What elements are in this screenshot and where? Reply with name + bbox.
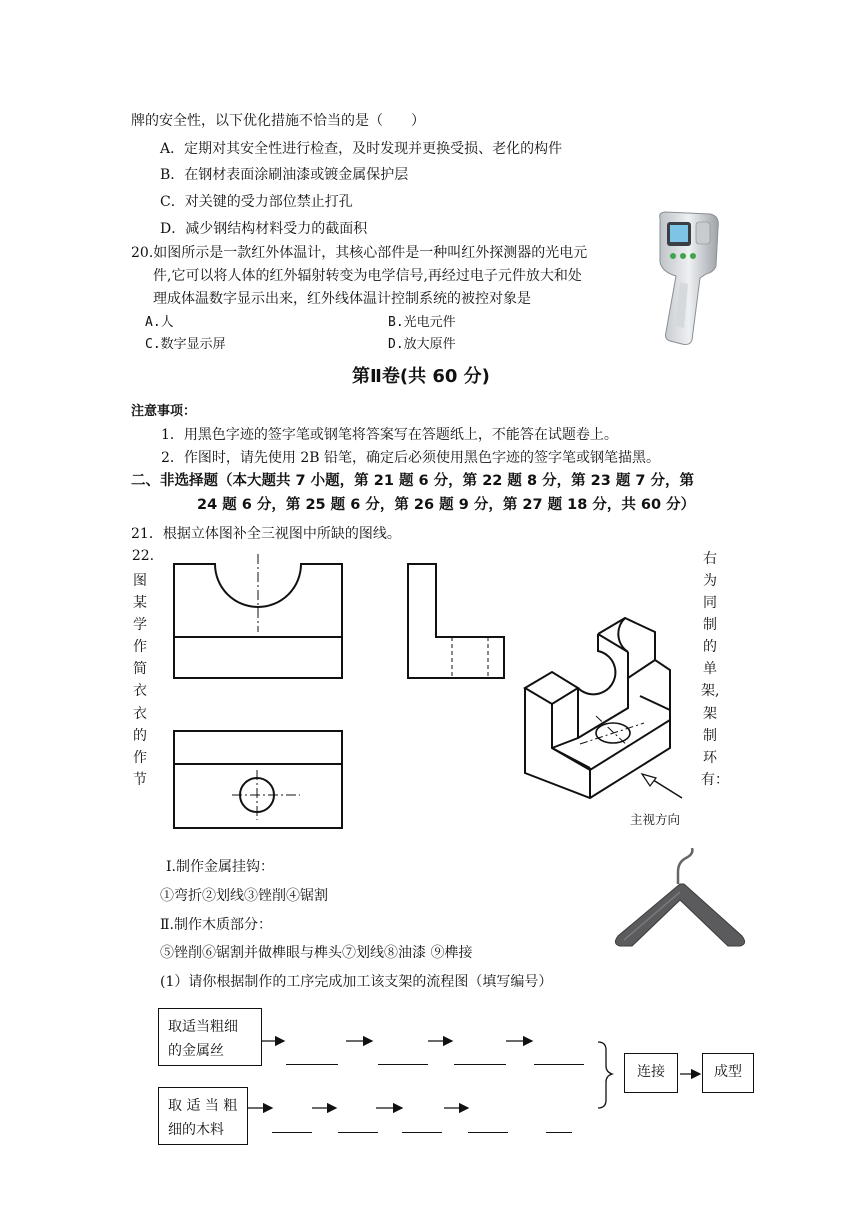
q20-line1: 20.如图所示是一款红外体温计，其核心部件是一种叫红外探测器的光电元	[131, 245, 588, 261]
notice-title: 注意事项：	[131, 404, 197, 419]
view-direction-arrow	[642, 774, 682, 798]
q22-part1-steps: ①弯折②划线③锉削④锯割	[160, 888, 328, 904]
answer-blank[interactable]	[338, 1132, 378, 1133]
q22-right-char: 有：	[701, 772, 729, 788]
answer-blank[interactable]	[546, 1132, 572, 1133]
q22-left-char: 22.	[131, 548, 155, 564]
flow-box-metal-line1: 取适当粗细	[168, 1019, 238, 1035]
flow-box-wood-line2: 细的木料	[168, 1122, 224, 1138]
q22-left-char: 作	[133, 750, 147, 766]
q21-text: 21．根据立体图补全三视图中所缺的图线。	[131, 526, 401, 542]
flow-box-metal-line2: 的金属丝	[168, 1043, 224, 1059]
q22-left-char: 某	[133, 595, 147, 611]
q20-option-d: D.放大原件	[388, 337, 456, 352]
section-heading-line1: 二、非选择题（本大题共 7 小题，第 21 题 6 分，第 22 题 8 分，第 23 题 7 分，第	[131, 473, 695, 489]
q22-left-char: 的	[133, 728, 147, 744]
answer-blank[interactable]	[454, 1064, 506, 1065]
q20-option-b: B.光电元件	[388, 315, 456, 330]
answer-blank[interactable]	[468, 1132, 508, 1133]
q19-stem: 牌的安全性，以下优化措施不恰当的是（ ）	[131, 113, 425, 129]
three-view-drawing	[160, 548, 700, 838]
q22-right-char: 架,	[701, 683, 720, 699]
flow-box-wood-line1: 取 适 当 粗	[168, 1098, 238, 1114]
q20-option-c: C.数字显示屏	[145, 337, 226, 352]
q20-option-a: A.人	[145, 315, 174, 330]
q22-left-char: 图	[133, 573, 147, 589]
answer-blank[interactable]	[402, 1132, 442, 1133]
q22-part2-steps: ⑤锉削⑥锯割并做榫眼与榫头⑦划线⑧油漆 ⑨榫接	[160, 945, 473, 961]
answer-blank[interactable]	[534, 1064, 584, 1065]
answer-blank[interactable]	[272, 1132, 312, 1133]
q22-right-char: 同	[703, 595, 717, 611]
q19-option-c: C．对关键的受力部位禁止打孔	[160, 194, 353, 210]
q22-left-char: 简	[133, 661, 147, 677]
notice-item-1: 1．用黑色字迹的签字笔或钢笔将答案写在答题纸上，不能答在试题卷上。	[161, 427, 618, 443]
q22-left-char: 学	[133, 617, 147, 633]
q22-right-char: 制	[703, 728, 717, 744]
section-title: 第Ⅱ卷(共 60 分)	[352, 366, 490, 387]
q22-right-char: 为	[703, 573, 717, 589]
q22-right-char: 的	[703, 639, 717, 655]
answer-blank[interactable]	[286, 1064, 338, 1065]
view-direction-label: 主视方向	[630, 812, 681, 827]
infrared-thermometer-image	[640, 208, 730, 348]
q22-right-char: 单	[703, 661, 717, 677]
side-view	[408, 564, 504, 678]
flow-box-join-label: 连接	[637, 1064, 665, 1080]
flow-arrows	[240, 1030, 710, 1140]
section-heading-line2: 24 题 6 分，第 25 题 6 分，第 26 题 9 分，第 27 题 18 分，共 60 分）	[197, 497, 696, 513]
q22-sub-question-1: (1）请你根据制作的工序完成加工该支架的流程图（填写编号）	[160, 974, 553, 990]
q19-option-d: D．减少钢结构材料受力的截面积	[160, 221, 368, 237]
notice-item-2: 2．作图时，请先使用 2B 铅笔，确定后必须使用黑色字迹的签字笔或钢笔描黑。	[161, 450, 661, 466]
q19-option-a: A．定期对其安全性进行检查，及时发现并更换受损、老化的构件	[160, 141, 563, 157]
flow-box-wood	[158, 1087, 248, 1145]
isometric-view	[525, 618, 670, 798]
answer-blank[interactable]	[378, 1064, 428, 1065]
q20-line3: 理成体温数字显示出来，红外线体温计控制系统的被控对象是	[153, 291, 531, 307]
q22-right-char: 架	[703, 706, 717, 722]
q22-left-char: 作	[133, 639, 147, 655]
q22-right-char: 右	[703, 551, 717, 567]
q22-left-char: 衣	[133, 706, 147, 722]
q22-part1-title: Ⅰ.制作金属挂钩：	[166, 859, 274, 875]
q19-option-b: B．在钢材表面涂刷油漆或镀金属保护层	[160, 167, 409, 183]
flow-box-form-label: 成型	[714, 1064, 742, 1080]
coat-hanger-image	[610, 848, 750, 953]
q22-left-char: 衣	[133, 683, 147, 699]
q22-right-char: 制	[703, 617, 717, 633]
q22-part2-title: Ⅱ.制作木质部分：	[160, 917, 272, 933]
q20-line2: 件,它可以将人体的红外辐射转变为电学信号,再经过电子元件放大和处	[153, 268, 582, 284]
q22-left-char: 节	[133, 772, 147, 788]
q22-right-char: 环	[703, 750, 717, 766]
top-view	[174, 731, 342, 828]
flow-brace	[598, 1042, 612, 1108]
